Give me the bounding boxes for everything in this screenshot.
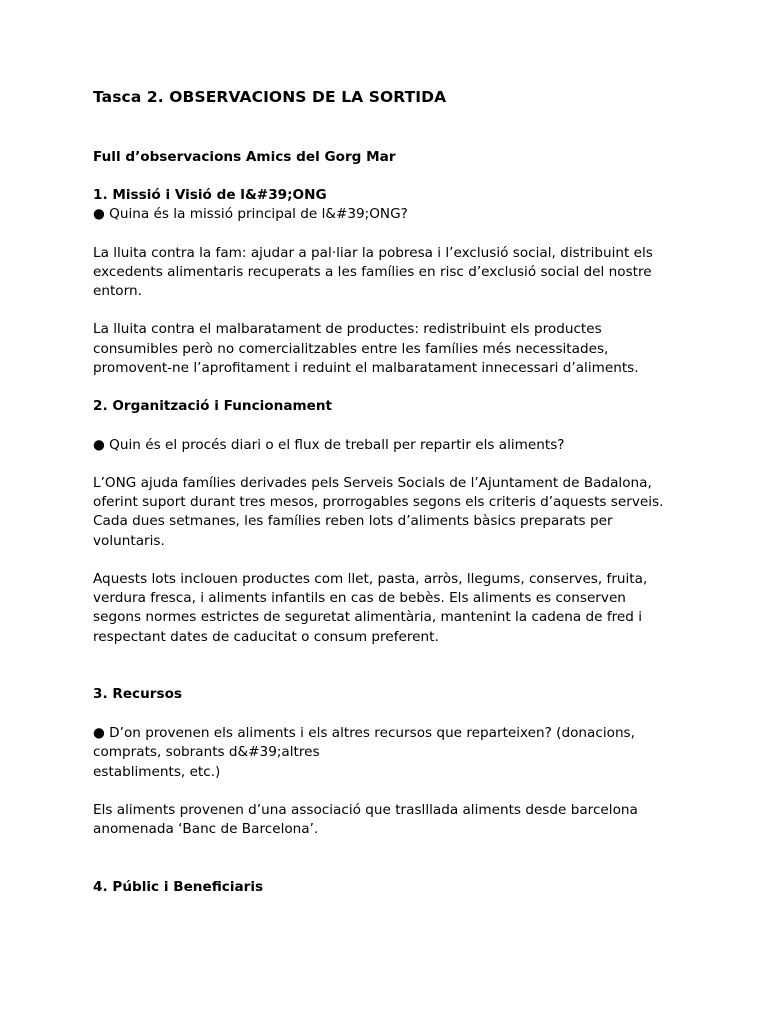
section-3-p1-line-1: Els aliments provenen d’una associació que traslllada aliments desde barcelona [93, 802, 638, 818]
section-2-p2-line-3: segons normes estrictes de seguretat alimentària, mantenint la cadena de fred i [93, 609, 642, 625]
section-2-p2-line-2: verdura fresca, i aliments infantils en cas de bebès. Els aliments es conserven [93, 590, 626, 606]
section-1-question: ● Quina és la missió principal de l&#39;ONG? [93, 206, 408, 222]
section-2-heading: 2. Organització i Funcionament [93, 398, 333, 414]
section-3-p1-line-2: anomenada ‘Banc de Barcelona’. [93, 821, 319, 837]
section-3-question-line-3: establiments, etc.) [93, 764, 221, 780]
section-2-p1-line-3: Cada dues setmanes, les famílies reben lots d’aliments bàsics preparats per [93, 513, 613, 529]
section-1-heading: 1. Missió i Visió de l&#39;ONG [93, 187, 327, 203]
section-2-p2-line-4: respectant dates de caducitat o consum preferent. [93, 629, 439, 645]
document-page [93, 0, 683, 1024]
section-1-p2-line-2: consumibles però no comercialitzables entre les famílies més necessitades, [93, 341, 609, 357]
section-3-heading: 3. Recursos [93, 686, 183, 702]
section-3-question-line-1: ● D’on provenen els aliments i els altres recursos que reparteixen? (donacions, [93, 725, 635, 741]
section-2-p1-line-2: oferint suport durant tres mesos, prorrogables segons els criteris d’aquests serveis. [93, 494, 664, 510]
section-1-p1-line-2: excedents alimentaris recuperats a les famílies en risc d’exclusió social del nostre [93, 264, 652, 280]
document-subtitle: Full d’observacions Amics del Gorg Mar [93, 149, 396, 165]
section-2-p1-line-4: voluntaris. [93, 533, 165, 549]
section-2-p2-line-1: Aquests lots inclouen productes com llet, pasta, arròs, llegums, conserves, fruita, [93, 571, 648, 587]
document-title: Tasca 2. OBSERVACIONS DE LA SORTIDA [93, 88, 447, 106]
section-1-p2-line-1: La lluita contra el malbaratament de productes: redistribuint els productes [93, 321, 602, 337]
section-3-question-line-2: comprats, sobrants d&#39;altres [93, 744, 320, 760]
section-2-p1-line-1: L’ONG ajuda famílies derivades pels Serveis Socials de l’Ajuntament de Badalona, [93, 475, 652, 491]
section-1-p2-line-3: promovent-ne l’aprofitament i reduint el malbaratament innecessari d’aliments. [93, 360, 639, 376]
section-1-p1-line-3: entorn. [93, 283, 142, 299]
section-1-p1-line-1: La lluita contra la fam: ajudar a pal·liar la pobresa i l’exclusió social, distribuint els [93, 245, 653, 261]
section-2-question: ● Quin és el procés diari o el flux de treball per repartir els aliments? [93, 437, 565, 453]
section-4-heading: 4. Públic i Beneficiaris [93, 879, 264, 895]
